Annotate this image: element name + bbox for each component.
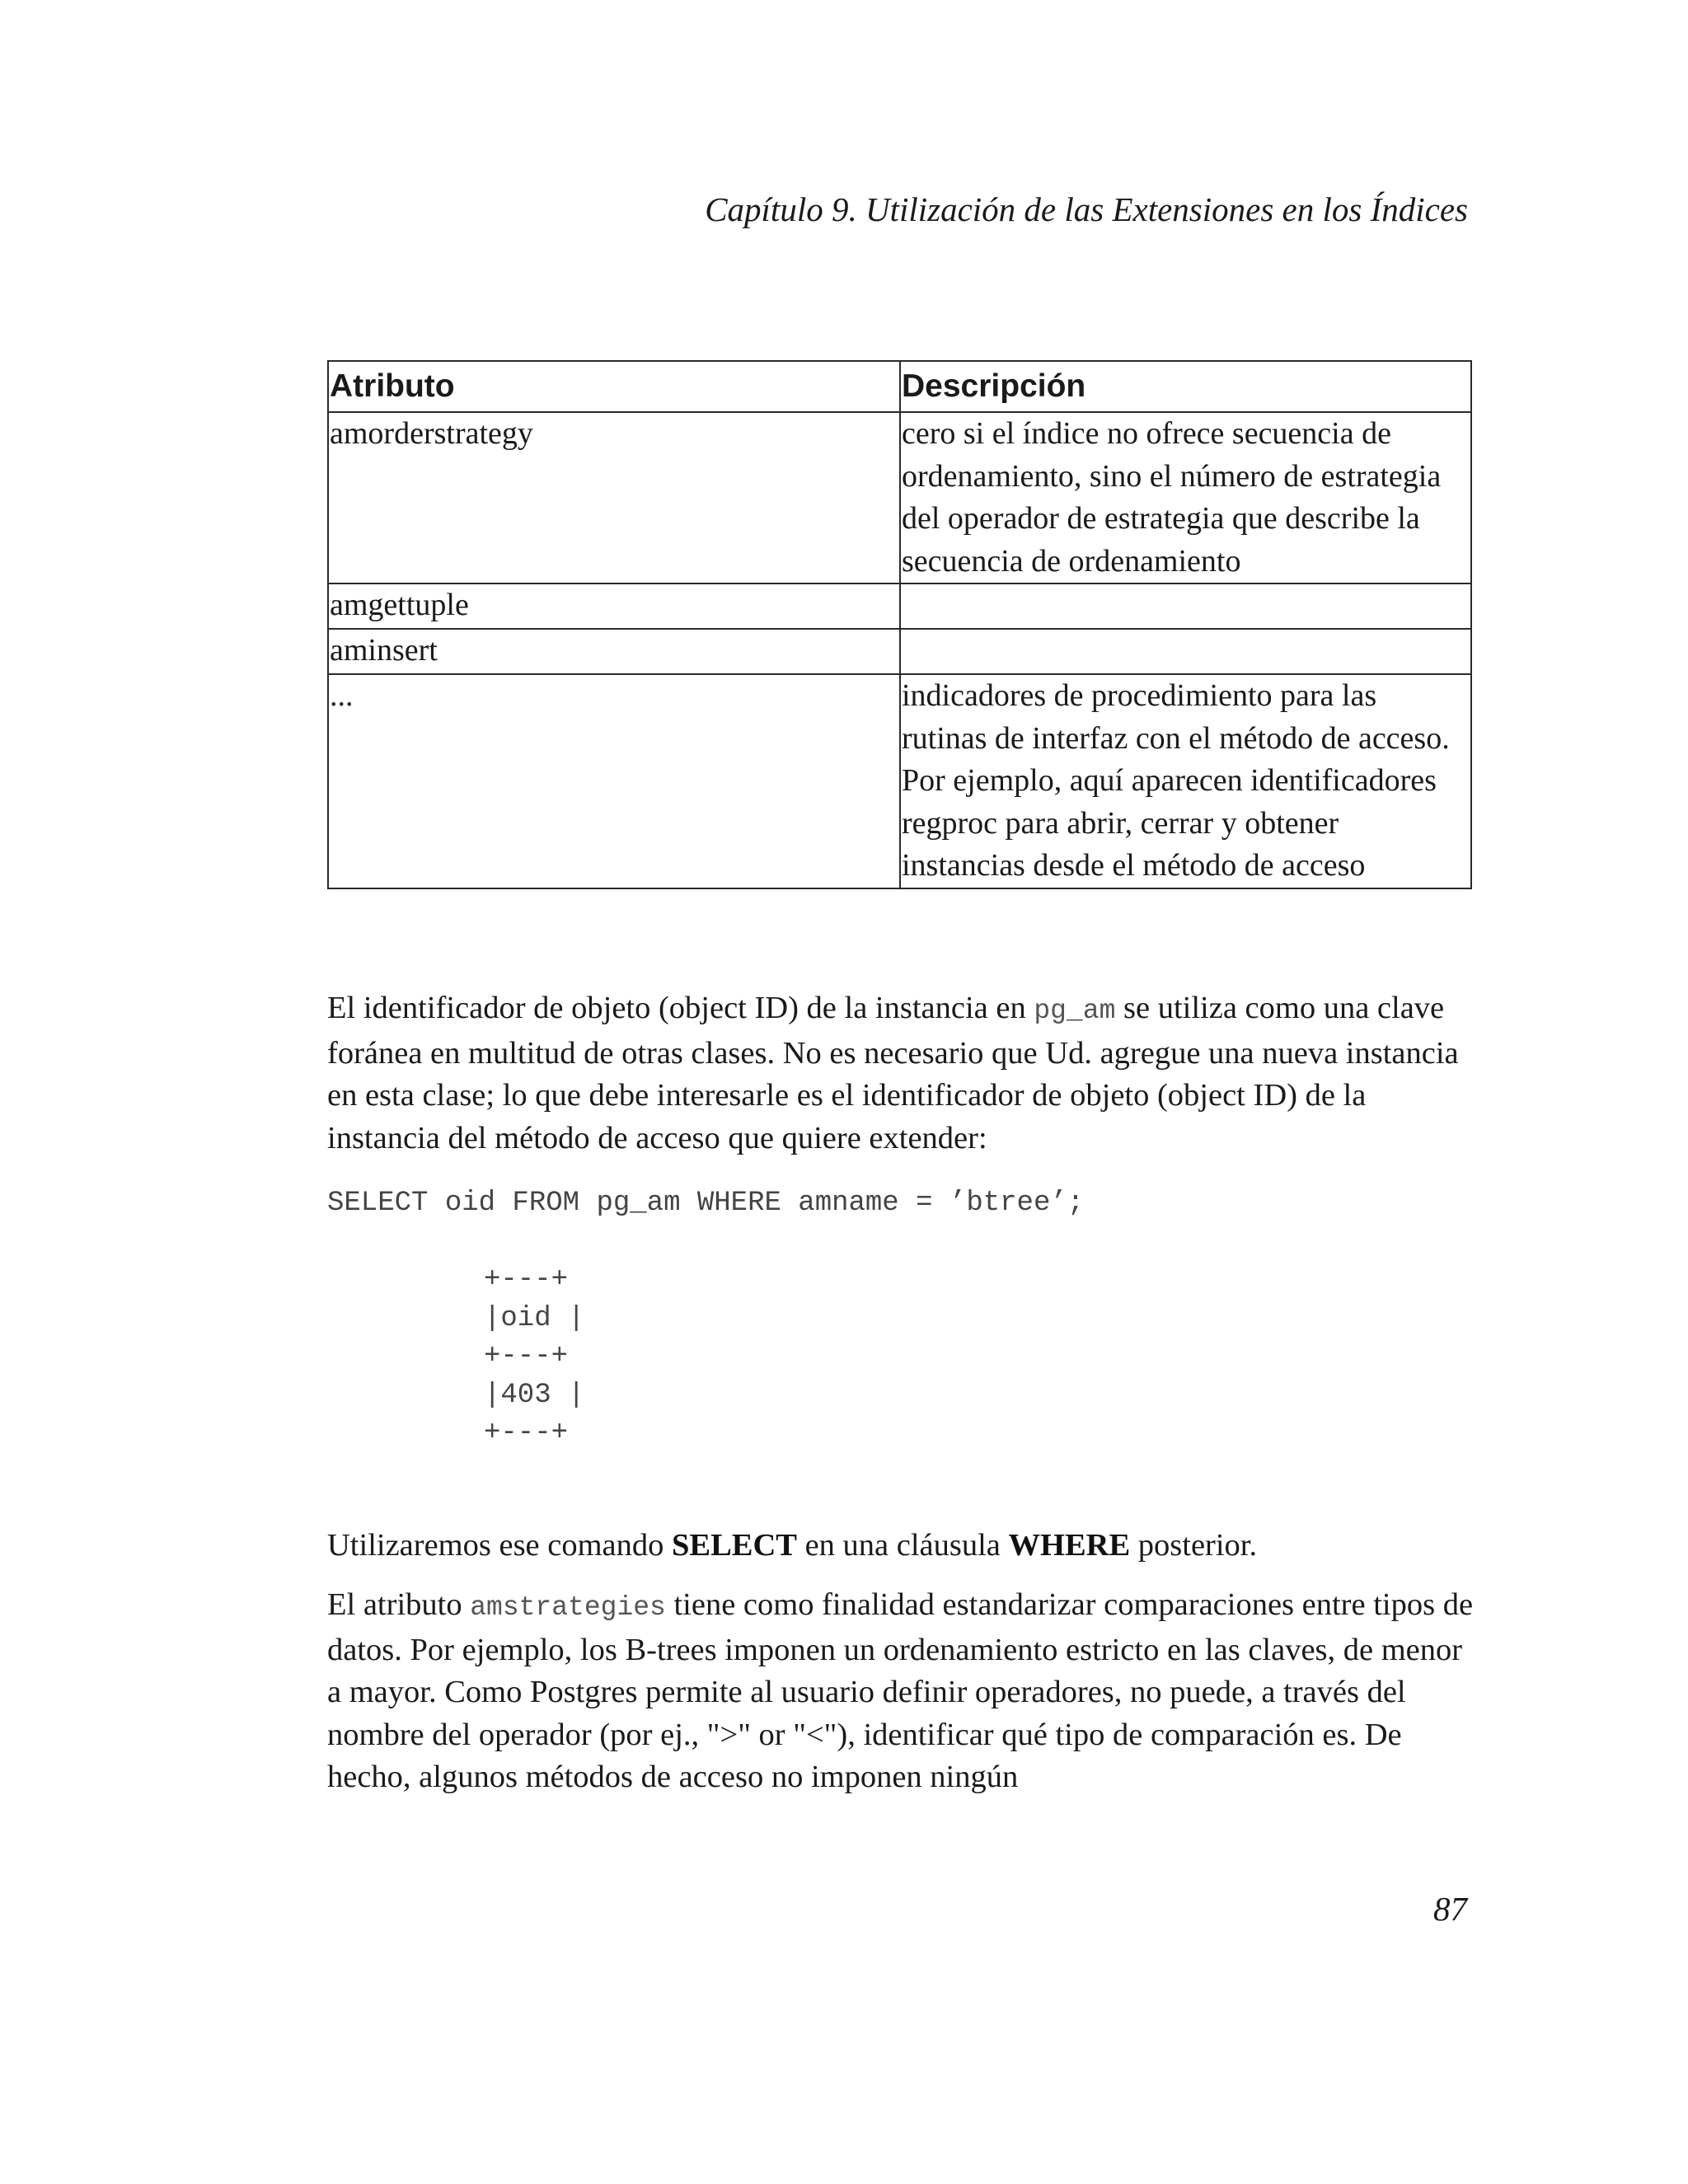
paragraph-text: tiene como finalidad estandarizar comparaciones entre tipos de datos. Por ejemplo, los B-trees imponen un ordenamiento estricto en las claves, de menor a mayor. Como Postgres permite al usuario definir operadores, no puede, a través del nombre del operador (por ej., ">" or "<"), identificar qué tipo de comparación es. De hecho, algunos métodos de acceso no imponen ningún bbox=[327, 1587, 1474, 1794]
table-row bbox=[328, 583, 1471, 629]
paragraph-text: Utilizaremos ese comando bbox=[327, 1528, 673, 1563]
attribute-cell: amorderstrategy bbox=[328, 412, 900, 583]
keyword-select: SELECT bbox=[672, 1528, 797, 1563]
description-cell: indicadores de procedimiento para las rutinas de interfaz con el método de acceso. Por ejemplo, aquí aparecen identificadores regproc para abrir, cerrar y obtener instancias desde el método de acceso bbox=[900, 674, 1471, 888]
query-result-table bbox=[484, 1261, 584, 1453]
paragraph-text: El identificador de objeto (object ID) de la instancia en bbox=[327, 991, 1034, 1025]
keyword-where: WHERE bbox=[1008, 1528, 1131, 1563]
inline-code-amstrategies: amstrategies bbox=[470, 1592, 666, 1623]
description-cell: cero si el índice no ofrece secuencia de ordenamiento, sino el número de estrategia del operador de estrategia que describe la secuencia de ordenamiento bbox=[900, 412, 1471, 583]
result-border-mid: +---+ bbox=[484, 1341, 569, 1372]
paragraph-object-id bbox=[327, 987, 1481, 1160]
table-row bbox=[328, 674, 1471, 888]
paragraph-text: El atributo bbox=[327, 1587, 471, 1622]
page-number: 87 bbox=[1433, 1890, 1467, 1928]
paragraph-select-where bbox=[327, 1525, 1481, 1568]
result-border-top: +---+ bbox=[484, 1264, 569, 1296]
result-header-row: |oid | bbox=[484, 1302, 585, 1334]
sql-query: SELECT oid FROM pg_am WHERE amname = ’btree’; bbox=[327, 1188, 1085, 1219]
result-value-row: |403 | bbox=[484, 1379, 585, 1411]
table-header-row bbox=[328, 361, 1471, 412]
attribute-cell: amgettuple bbox=[328, 583, 900, 629]
paragraph-amstrategies bbox=[327, 1584, 1481, 1799]
description-cell bbox=[900, 629, 1471, 674]
attribute-cell: ... bbox=[328, 674, 900, 888]
table-row bbox=[328, 412, 1471, 583]
chapter-header: Capítulo 9. Utilización de las Extensiones en los Índices bbox=[705, 190, 1468, 228]
description-cell bbox=[900, 583, 1471, 629]
attribute-table bbox=[327, 360, 1472, 889]
table-row bbox=[328, 629, 1471, 674]
attribute-cell: aminsert bbox=[328, 629, 900, 674]
result-border-bottom: +---+ bbox=[484, 1418, 569, 1449]
column-header-attribute: Atributo bbox=[328, 361, 900, 412]
paragraph-text: se utiliza como una clave foránea en multitud de otras clases. No es necesario que Ud. agregue una nueva instancia en esta clase; lo que debe interesarle es el identificador de objeto (object ID) de la instancia del método de acceso que quiere extender: bbox=[327, 991, 1459, 1155]
inline-code-pg-am: pg_am bbox=[1034, 996, 1116, 1026]
paragraph-text: en una cláusula bbox=[796, 1528, 1009, 1563]
paragraph-text: posterior. bbox=[1130, 1528, 1258, 1563]
column-header-description: Descripción bbox=[900, 361, 1471, 412]
